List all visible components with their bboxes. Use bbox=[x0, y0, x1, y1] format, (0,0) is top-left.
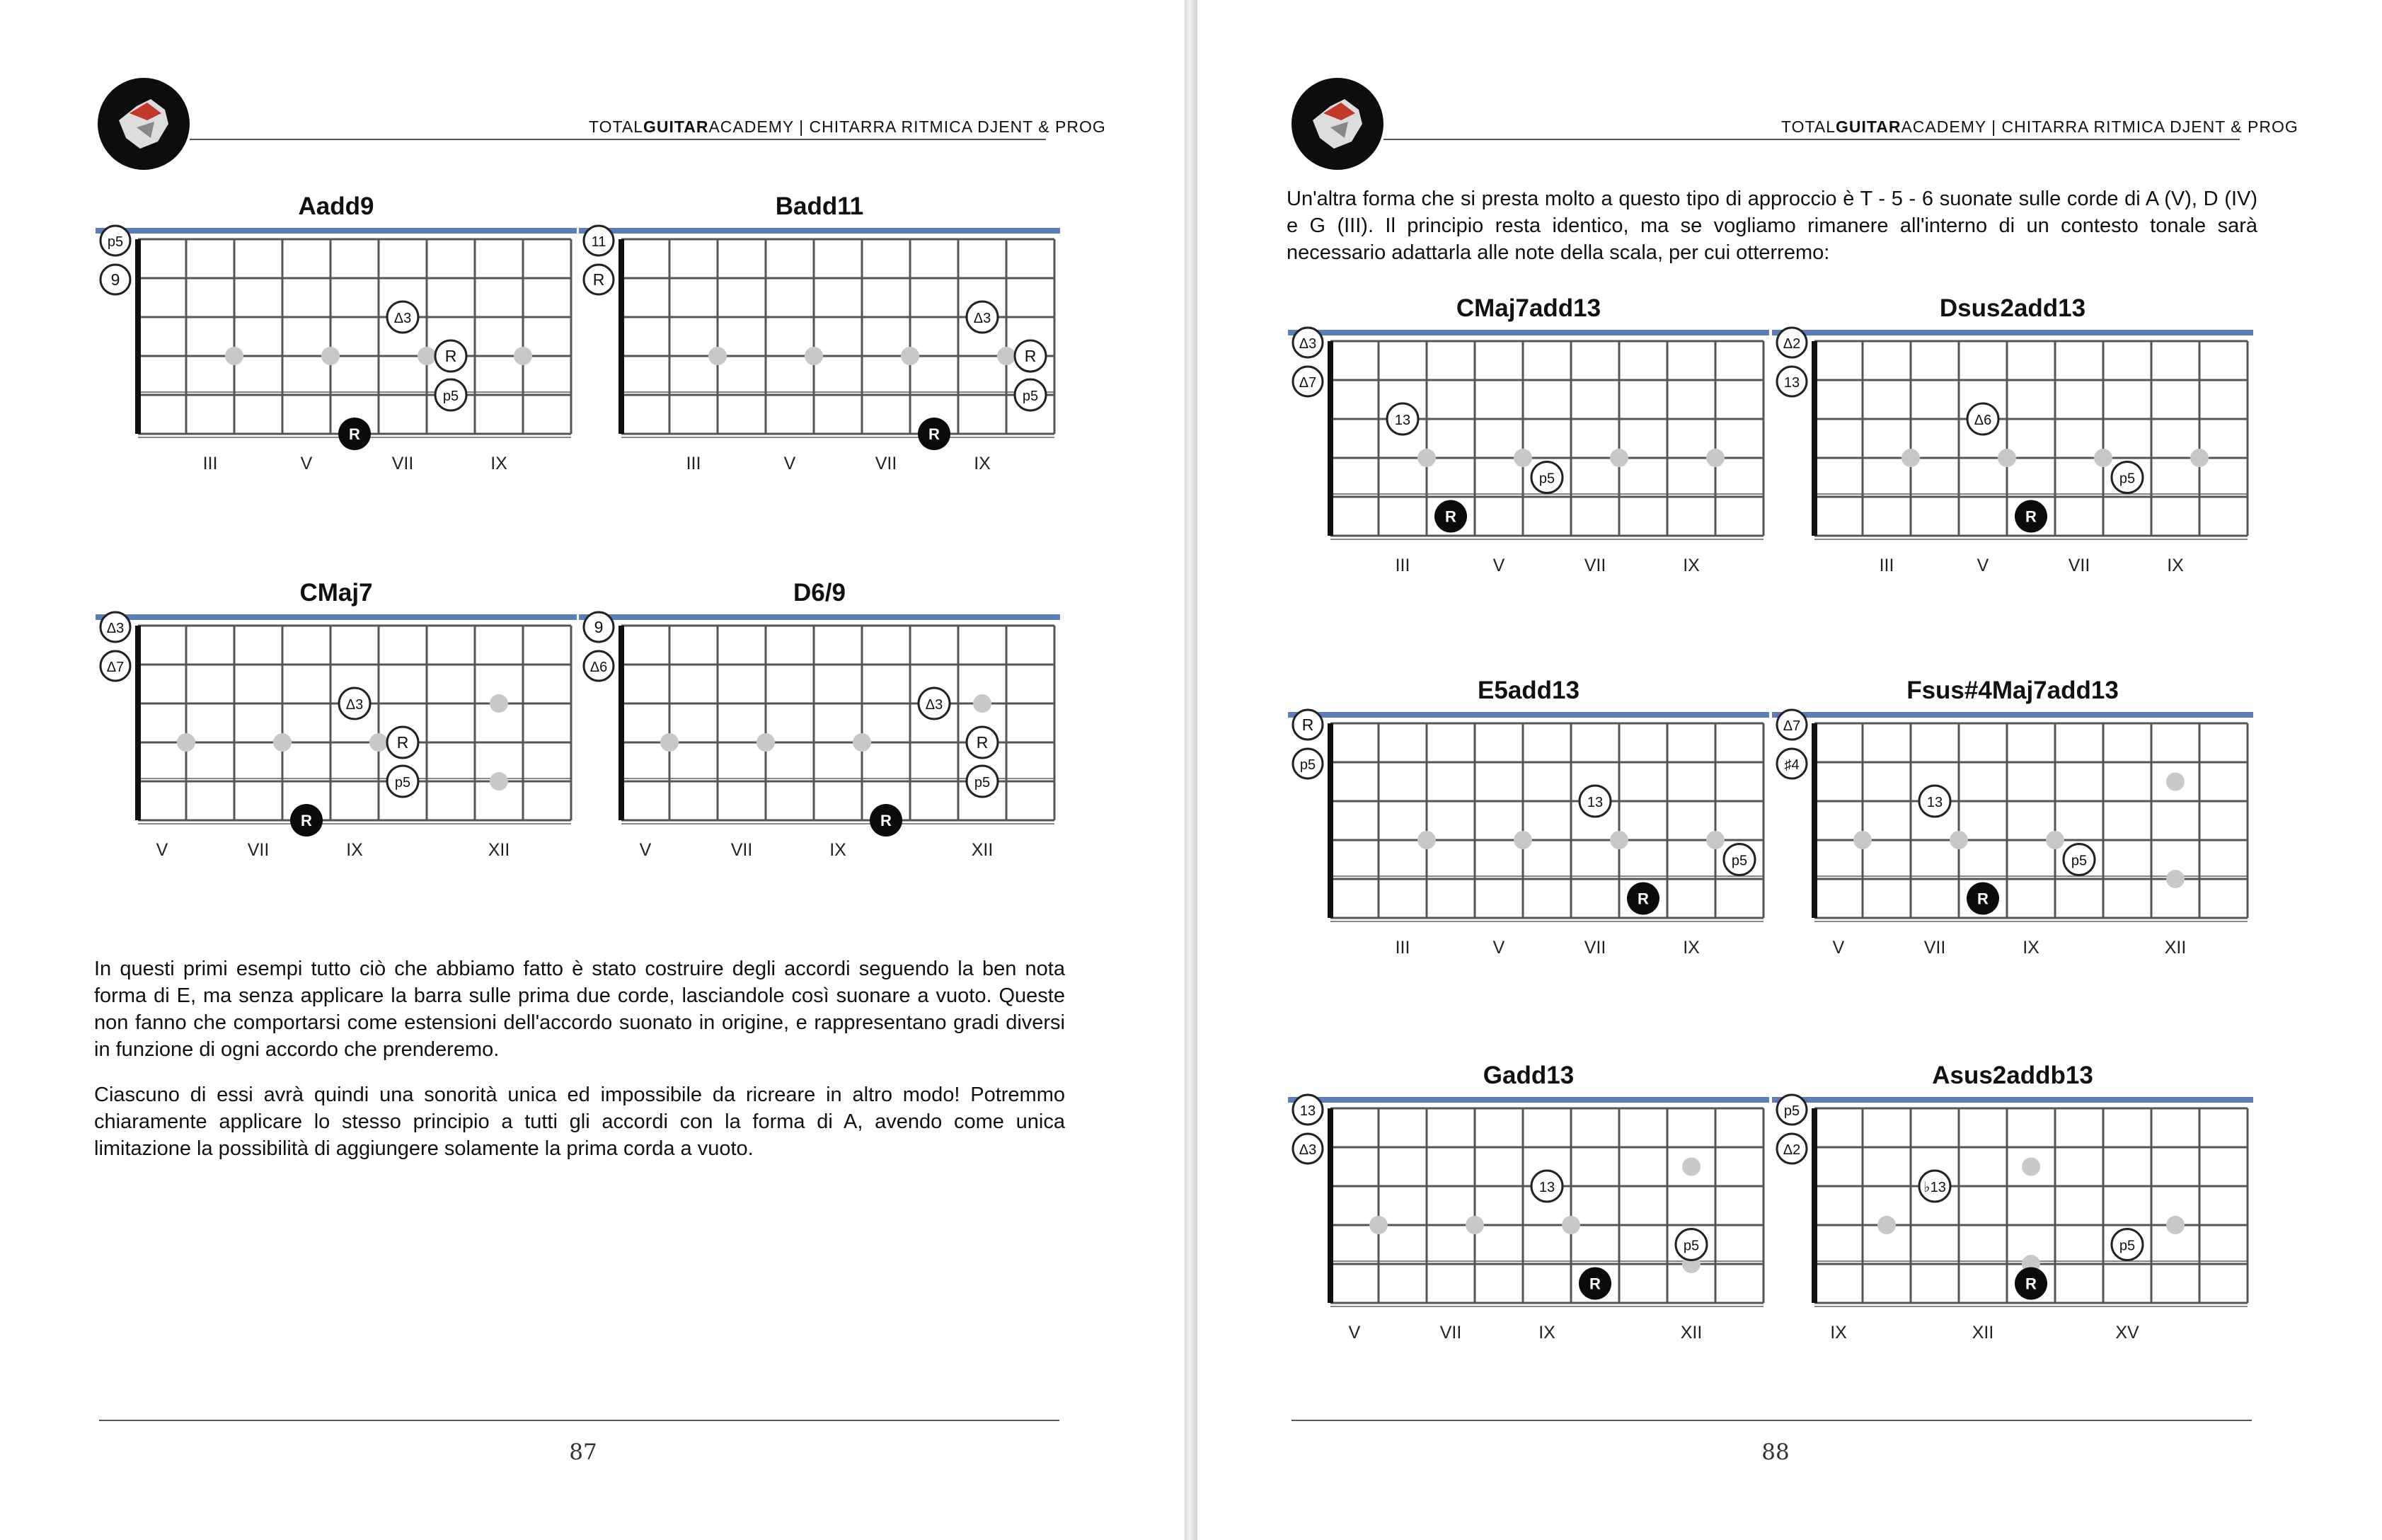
note-label bbox=[435, 379, 466, 410]
fret-marker-dot bbox=[1853, 831, 1872, 849]
chord-title: Gadd13 bbox=[1483, 1062, 1575, 1089]
chord-title: Fsus#4Maj7add13 bbox=[1906, 677, 2119, 704]
note-label bbox=[967, 301, 998, 333]
svg-text:♯4: ♯4 bbox=[1784, 757, 1800, 773]
fret-marker-dot bbox=[756, 733, 775, 752]
svg-text:Δ3: Δ3 bbox=[925, 697, 943, 713]
svg-text:p5: p5 bbox=[1022, 389, 1039, 404]
fret-marker-dot bbox=[1682, 1158, 1701, 1176]
fret-marker-dot bbox=[1562, 1216, 1580, 1234]
svg-text:R: R bbox=[2025, 507, 2037, 526]
fret-marker-dot bbox=[901, 347, 919, 365]
chord-diagram bbox=[96, 192, 577, 473]
note-label bbox=[2112, 1229, 2143, 1260]
title-bar bbox=[1772, 330, 2253, 335]
fret-marker-dot bbox=[1706, 449, 1725, 467]
note-label bbox=[1676, 1229, 1707, 1260]
open-string-label bbox=[1777, 1134, 1807, 1163]
root-note bbox=[918, 418, 950, 450]
academy-logo bbox=[1291, 78, 1383, 170]
fret-marker-dot bbox=[490, 694, 508, 713]
root-note bbox=[1579, 1268, 1611, 1300]
note-label bbox=[919, 688, 950, 719]
fret-marker-dot bbox=[514, 347, 532, 365]
open-string-label bbox=[100, 651, 130, 681]
fret-marker-dot bbox=[1417, 449, 1436, 467]
title-bar bbox=[1288, 1097, 1769, 1103]
note-label bbox=[1919, 1171, 1950, 1202]
fretboard bbox=[1288, 1062, 1769, 1343]
open-string-label bbox=[584, 226, 614, 255]
note-label bbox=[1015, 340, 1046, 372]
fret-marker-dot bbox=[490, 772, 508, 791]
open-string-label bbox=[584, 651, 614, 681]
title-bar bbox=[1772, 1097, 2253, 1103]
root-note bbox=[1627, 883, 1659, 915]
fret-number: XII bbox=[1680, 1323, 1703, 1343]
open-string-label bbox=[100, 612, 130, 642]
fret-number: IX bbox=[1683, 938, 1700, 958]
nut bbox=[618, 626, 624, 820]
note-label bbox=[435, 340, 466, 372]
note-label bbox=[1724, 844, 1755, 875]
fret-number: III bbox=[1395, 938, 1410, 958]
note-label bbox=[1531, 462, 1563, 493]
nut bbox=[135, 239, 141, 434]
root-note bbox=[338, 418, 371, 450]
svg-text:R: R bbox=[592, 270, 605, 289]
fret-marker-dot bbox=[225, 347, 243, 365]
nut bbox=[135, 626, 141, 820]
fret-number: III bbox=[202, 454, 218, 473]
note-label bbox=[387, 766, 418, 797]
note-label bbox=[1967, 403, 1998, 435]
svg-text:p5: p5 bbox=[107, 234, 124, 250]
fret-number: V bbox=[1348, 1323, 1361, 1343]
chord-diagram bbox=[579, 579, 1060, 860]
page-right bbox=[1197, 0, 2382, 1540]
running-header: TOTALGUITARACADEMY | CHITARRA RITMICA DJENT & PROG bbox=[589, 117, 1106, 136]
note-label bbox=[387, 301, 418, 333]
chord-diagram bbox=[1772, 677, 2253, 958]
open-string-label bbox=[584, 265, 614, 294]
fret-number: V bbox=[1492, 938, 1505, 958]
fret-number: IX bbox=[1830, 1323, 1847, 1343]
academy-logo bbox=[98, 78, 190, 170]
svg-text:p5: p5 bbox=[1538, 471, 1555, 487]
svg-text:13: 13 bbox=[1394, 413, 1411, 428]
fret-marker-dot bbox=[853, 733, 871, 752]
fret-marker-dot bbox=[2022, 1158, 2040, 1176]
chord-title: D6/9 bbox=[793, 579, 846, 607]
fret-marker-dot bbox=[1417, 831, 1436, 849]
svg-text:Δ3: Δ3 bbox=[393, 311, 412, 326]
note-label bbox=[1919, 786, 1950, 817]
fret-marker-dot bbox=[273, 733, 292, 752]
svg-text:R: R bbox=[1589, 1275, 1601, 1293]
fret-number: VII bbox=[1584, 556, 1606, 575]
fretboard bbox=[1288, 294, 1769, 575]
svg-text:9: 9 bbox=[594, 618, 604, 636]
fretboard bbox=[1288, 677, 1769, 958]
fret-marker-dot bbox=[1369, 1216, 1388, 1234]
chord-diagram bbox=[96, 579, 577, 860]
fret-number: XII bbox=[488, 840, 510, 860]
fret-number: IX bbox=[974, 454, 991, 473]
svg-text:R: R bbox=[880, 812, 892, 829]
nut bbox=[1328, 341, 1333, 536]
open-string-label bbox=[1293, 710, 1323, 740]
open-string-label bbox=[1293, 1134, 1323, 1163]
title-bar bbox=[96, 228, 577, 234]
svg-text:13: 13 bbox=[1538, 1180, 1555, 1195]
svg-text:p5: p5 bbox=[1683, 1238, 1700, 1254]
open-string-label bbox=[1293, 749, 1323, 778]
note-label bbox=[2112, 462, 2143, 493]
fret-number: XII bbox=[1972, 1323, 1994, 1343]
fret-marker-dot bbox=[2166, 773, 2185, 791]
open-string-label bbox=[1777, 367, 1807, 396]
fret-marker-dot bbox=[2166, 870, 2185, 888]
svg-text:R: R bbox=[396, 733, 409, 752]
fret-number: III bbox=[1395, 556, 1410, 575]
footer-rule bbox=[99, 1420, 1059, 1421]
chord-diagram bbox=[1772, 1062, 2253, 1343]
nut bbox=[618, 239, 624, 434]
fret-number: XV bbox=[2115, 1323, 2139, 1343]
chord-diagram bbox=[1288, 1062, 1769, 1343]
svg-text:Δ7: Δ7 bbox=[106, 660, 125, 675]
note-label bbox=[1387, 403, 1418, 435]
fret-number: V bbox=[1492, 556, 1505, 575]
fretboard bbox=[579, 192, 1060, 473]
svg-text:R: R bbox=[349, 425, 360, 443]
fret-marker-dot bbox=[321, 347, 340, 365]
fret-number: V bbox=[1832, 938, 1845, 958]
svg-text:R: R bbox=[1977, 890, 1989, 908]
open-string-label bbox=[100, 226, 130, 255]
root-note bbox=[1967, 883, 1999, 915]
open-string-label bbox=[1777, 1095, 1807, 1125]
chord-title: CMaj7 bbox=[299, 579, 373, 607]
header-rule bbox=[1383, 139, 2240, 140]
fret-marker-dot bbox=[2094, 449, 2112, 467]
svg-text:p5: p5 bbox=[1783, 1103, 1800, 1119]
svg-text:11: 11 bbox=[591, 234, 606, 250]
chord-diagram bbox=[1288, 677, 1769, 958]
fret-number: VII bbox=[1439, 1323, 1462, 1343]
note-label bbox=[967, 727, 998, 758]
open-string-label bbox=[1777, 710, 1807, 740]
nut bbox=[1328, 723, 1333, 918]
fret-number: V bbox=[639, 840, 652, 860]
root-note bbox=[870, 804, 902, 837]
svg-text:Δ6: Δ6 bbox=[589, 660, 608, 675]
fret-number: VII bbox=[730, 840, 753, 860]
body-paragraph: Un'altra forma che si presta molto a questo tipo di approccio è T - 5 - 6 suonate sulle corde di A (V), D (IV) e G (III). Il principio resta identico, ma se vogliamo rimanere all'interno di un contesto tonale sarà necessario adattarla alle note della scala, per cui otterremo: bbox=[1287, 188, 2257, 264]
fret-marker-dot bbox=[1998, 449, 2016, 467]
svg-text:Δ3: Δ3 bbox=[106, 621, 125, 636]
fret-number: V bbox=[1977, 556, 1989, 575]
chord-title: Asus2addb13 bbox=[1932, 1062, 2093, 1089]
fret-number: III bbox=[686, 454, 701, 473]
fret-marker-dot bbox=[805, 347, 823, 365]
note-label bbox=[1531, 1171, 1563, 1202]
title-bar bbox=[579, 614, 1060, 620]
svg-text:p5: p5 bbox=[442, 389, 459, 404]
note-label bbox=[1015, 379, 1046, 410]
svg-text:Δ7: Δ7 bbox=[1783, 718, 1801, 734]
footer-rule bbox=[1291, 1420, 2252, 1421]
fret-marker-dot bbox=[1610, 449, 1628, 467]
note-label bbox=[967, 766, 998, 797]
chord-title: Aadd9 bbox=[298, 192, 374, 220]
fretboard bbox=[96, 192, 577, 473]
chord-title: E5add13 bbox=[1478, 677, 1580, 704]
title-bar bbox=[1288, 330, 1769, 335]
fret-marker-dot bbox=[177, 733, 195, 752]
svg-text:p5: p5 bbox=[1299, 757, 1316, 773]
fret-marker-dot bbox=[2190, 449, 2209, 467]
running-header: TOTALGUITARACADEMY | CHITARRA RITMICA DJENT & PROG bbox=[1781, 117, 2298, 136]
svg-text:Δ3: Δ3 bbox=[1299, 336, 1317, 352]
fret-number: VII bbox=[1923, 938, 1946, 958]
note-label bbox=[387, 727, 418, 758]
page-left bbox=[0, 0, 1185, 1540]
note-label bbox=[339, 688, 370, 719]
open-string-label bbox=[1777, 328, 1807, 357]
fret-marker-dot bbox=[1901, 449, 1920, 467]
fret-marker-dot bbox=[2166, 1216, 2185, 1234]
svg-text:Δ3: Δ3 bbox=[973, 311, 991, 326]
fret-number: VII bbox=[247, 840, 270, 860]
svg-text:p5: p5 bbox=[2119, 1238, 2136, 1254]
svg-text:13: 13 bbox=[1926, 795, 1943, 810]
svg-text:Δ7: Δ7 bbox=[1299, 375, 1317, 391]
header-rule bbox=[190, 139, 1046, 140]
title-bar bbox=[96, 614, 577, 620]
open-string-label bbox=[1293, 367, 1323, 396]
fret-marker-dot bbox=[1706, 831, 1725, 849]
svg-text:Δ6: Δ6 bbox=[1974, 413, 1992, 428]
fret-marker-dot bbox=[418, 347, 436, 365]
svg-text:R: R bbox=[1024, 347, 1037, 365]
nut bbox=[1328, 1108, 1333, 1303]
root-note bbox=[290, 804, 323, 837]
fret-marker-dot bbox=[1610, 831, 1628, 849]
root-note bbox=[2015, 1268, 2047, 1300]
svg-text:R: R bbox=[1445, 507, 1456, 526]
chord-diagram bbox=[579, 192, 1060, 473]
nut bbox=[1812, 341, 1817, 536]
chord-title: CMaj7add13 bbox=[1456, 294, 1601, 322]
fret-number: VII bbox=[391, 454, 414, 473]
fretboard bbox=[96, 579, 577, 860]
fret-marker-dot bbox=[708, 347, 727, 365]
fret-number: III bbox=[1879, 556, 1894, 575]
svg-text:R: R bbox=[1638, 890, 1649, 908]
svg-text:p5: p5 bbox=[974, 775, 991, 791]
fret-marker-dot bbox=[369, 733, 388, 752]
fretboard bbox=[1772, 1062, 2253, 1343]
note-label bbox=[2064, 844, 2095, 875]
fret-number: VII bbox=[1584, 938, 1606, 958]
note-label bbox=[1580, 786, 1611, 817]
fret-marker-dot bbox=[1514, 831, 1532, 849]
svg-text:Δ3: Δ3 bbox=[1299, 1142, 1317, 1158]
fret-number: IX bbox=[829, 840, 846, 860]
fret-marker-dot bbox=[973, 694, 991, 713]
fret-number: IX bbox=[1683, 556, 1700, 575]
chord-title: Dsus2add13 bbox=[1939, 294, 2086, 322]
fret-number: V bbox=[300, 454, 313, 473]
fret-number: IX bbox=[346, 840, 363, 860]
svg-text:p5: p5 bbox=[394, 775, 411, 791]
fretboard bbox=[1772, 677, 2253, 958]
fret-number: VII bbox=[875, 454, 897, 473]
fret-number: IX bbox=[1538, 1323, 1555, 1343]
svg-text:Δ2: Δ2 bbox=[1783, 1142, 1801, 1158]
fret-number: IX bbox=[2023, 938, 2039, 958]
svg-text:13: 13 bbox=[1587, 795, 1604, 810]
fret-marker-dot bbox=[660, 733, 679, 752]
open-string-label bbox=[1293, 1095, 1323, 1125]
svg-text:p5: p5 bbox=[1731, 853, 1748, 869]
svg-text:13: 13 bbox=[1299, 1103, 1316, 1119]
body-paragraph: In questi primi esempi tutto ciò che abbiamo fatto è stato costruire degli accordi seguendo la ben nota forma di E, ma senza applicare la barra sulle prima due corde, lasciandole così suonare a vuoto. Queste non fanno che comportarsi come estensioni dell'accordo suonato in origine, e rappresentano gradi diversi in funzione di ogni accordo che prenderemo. bbox=[94, 958, 1065, 1061]
svg-text:R: R bbox=[1301, 716, 1314, 734]
title-bar bbox=[1288, 712, 1769, 718]
svg-text:R: R bbox=[928, 425, 940, 443]
svg-text:p5: p5 bbox=[2071, 853, 2088, 869]
svg-text:R: R bbox=[2025, 1275, 2037, 1293]
svg-text:p5: p5 bbox=[2119, 471, 2136, 487]
svg-text:13: 13 bbox=[1783, 375, 1800, 391]
nut bbox=[1812, 1108, 1817, 1303]
fret-number: V bbox=[783, 454, 796, 473]
title-bar bbox=[579, 228, 1060, 234]
body-paragraph: Ciascuno di essi avrà quindi una sonorità unica ed impossibile da ricreare in altro modo! Potremmo chiaramente applicare lo stesso principio a tutti gli accordi con la forma di A, avendo come unica limitazione la possibilità di aggiungere solamente la prima corda a vuoto. bbox=[94, 1084, 1065, 1160]
svg-text:R: R bbox=[301, 812, 312, 829]
page-number: 87 bbox=[569, 1440, 597, 1465]
open-string-label bbox=[584, 612, 614, 642]
fret-number: IX bbox=[2167, 556, 2184, 575]
fret-marker-dot bbox=[1877, 1216, 1896, 1234]
fretboard bbox=[1772, 294, 2253, 575]
title-bar bbox=[1772, 712, 2253, 718]
page-number: 88 bbox=[1761, 1440, 1790, 1465]
fret-number: XII bbox=[971, 840, 994, 860]
fret-marker-dot bbox=[1466, 1216, 1484, 1234]
fret-number: V bbox=[156, 840, 168, 860]
fret-number: XII bbox=[2164, 938, 2187, 958]
svg-text:R: R bbox=[976, 733, 989, 752]
chord-title: Badd11 bbox=[775, 192, 864, 220]
fret-number: IX bbox=[490, 454, 507, 473]
open-string-label bbox=[1293, 328, 1323, 357]
chord-diagram bbox=[1772, 294, 2253, 575]
svg-text:9: 9 bbox=[110, 270, 120, 289]
svg-text:♭13: ♭13 bbox=[1923, 1180, 1946, 1195]
root-note bbox=[2015, 500, 2047, 533]
open-string-label bbox=[100, 265, 130, 294]
fret-marker-dot bbox=[997, 347, 1015, 365]
svg-text:Δ3: Δ3 bbox=[345, 697, 364, 713]
fretboard bbox=[579, 579, 1060, 860]
svg-text:Δ2: Δ2 bbox=[1783, 336, 1801, 352]
fret-number: VII bbox=[2068, 556, 2090, 575]
chord-diagram bbox=[1288, 294, 1769, 575]
nut bbox=[1812, 723, 1817, 918]
root-note bbox=[1434, 500, 1467, 533]
open-string-label bbox=[1777, 749, 1807, 778]
book-spine bbox=[1185, 0, 1197, 1540]
fret-marker-dot bbox=[2046, 831, 2064, 849]
svg-text:R: R bbox=[444, 347, 457, 365]
fret-marker-dot bbox=[1950, 831, 1968, 849]
fret-marker-dot bbox=[1514, 449, 1532, 467]
